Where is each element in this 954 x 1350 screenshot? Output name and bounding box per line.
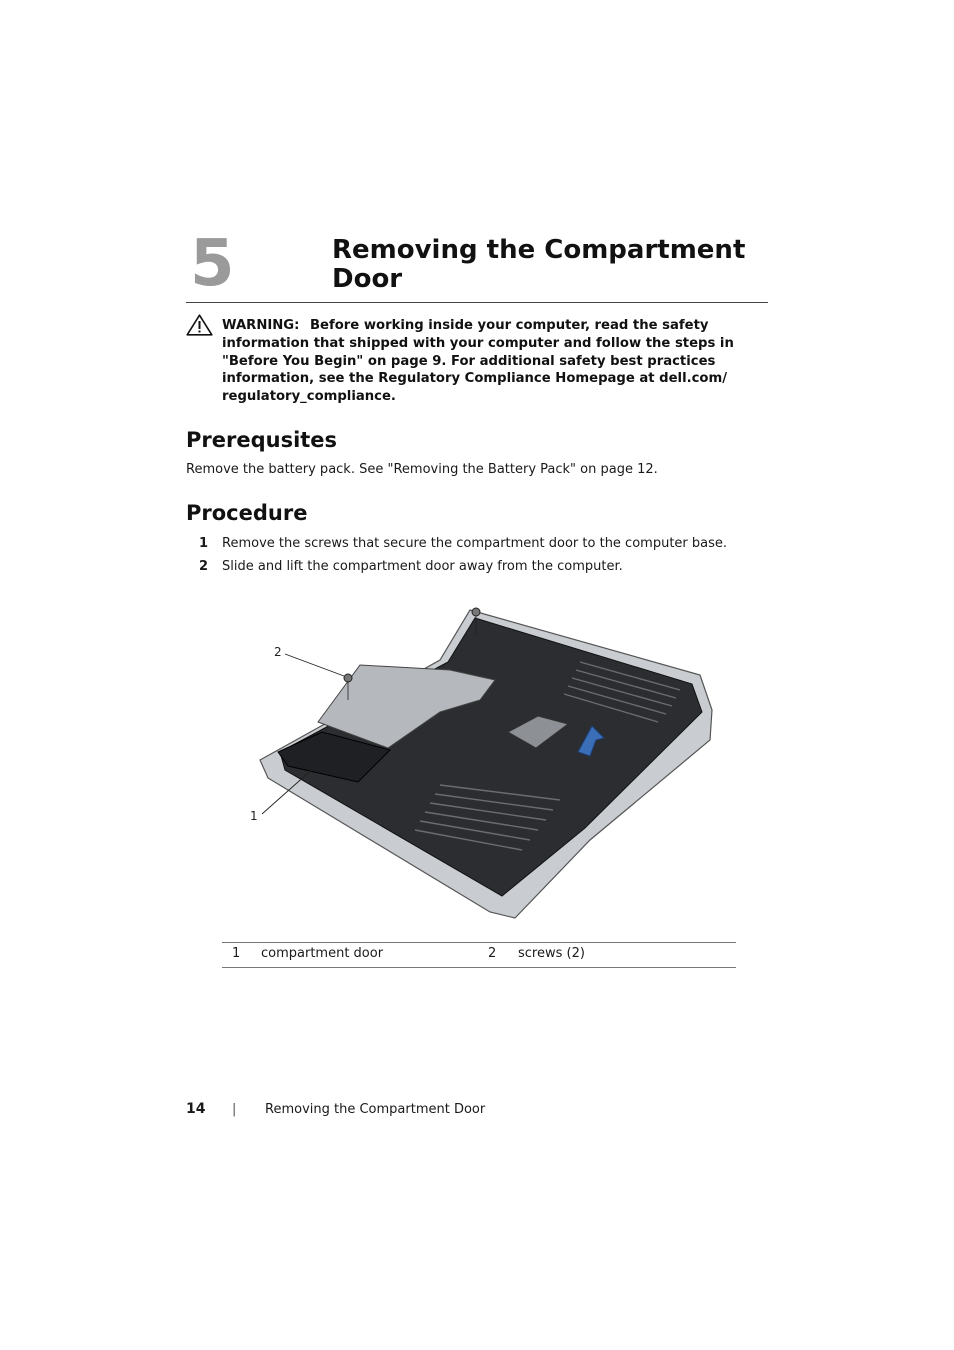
warning-label: WARNING: [222,318,300,333]
procedure-step [186,535,766,558]
callout-line-2 [285,654,344,676]
footer-section-title: Removing the Compartment Door [265,1102,486,1117]
legend-number: 1 [232,946,241,961]
figure-legend [222,942,736,968]
laptop-base-illustration [240,600,730,930]
chapter-number: 5 [190,227,235,301]
callout-1: 1 [250,809,258,823]
warning-text: Before working inside your computer, read the safety information that shipped with your computer and follow the steps in "Before You Begin" on page 9. For additional safety best practices information, see the Regulatory Compliance Homepage at dell.com/ regulatory_compliance. [222,318,734,405]
procedure-heading: Procedure [186,501,308,525]
step-number: 2 [198,559,208,574]
callout-2: 2 [274,645,282,659]
prerequisites-heading: Prerequsites [186,428,338,452]
legend-label: compartment door [261,946,384,961]
warning-note [222,317,770,406]
step-text: Remove the screws that secure the compartment door to the computer base. [222,536,728,551]
chapter-title: Removing the Compartment Door [332,235,746,294]
prerequisites-text: Remove the battery pack. See "Removing the Battery Pack" on page 12. [186,462,658,477]
chapter-title-divider [186,302,768,303]
step-text: Slide and lift the compartment door away from the computer. [222,559,623,574]
procedure-step [186,558,766,581]
screw-icon [344,674,352,682]
footer-page-number: 14 [186,1101,206,1117]
legend-label: screws (2) [518,946,585,961]
legend-number: 2 [488,946,497,961]
step-number: 1 [198,536,208,551]
screw-icon [472,608,480,616]
procedure-steps [186,535,766,581]
warning-triangle-icon [186,314,213,336]
footer-separator: | [232,1102,237,1117]
